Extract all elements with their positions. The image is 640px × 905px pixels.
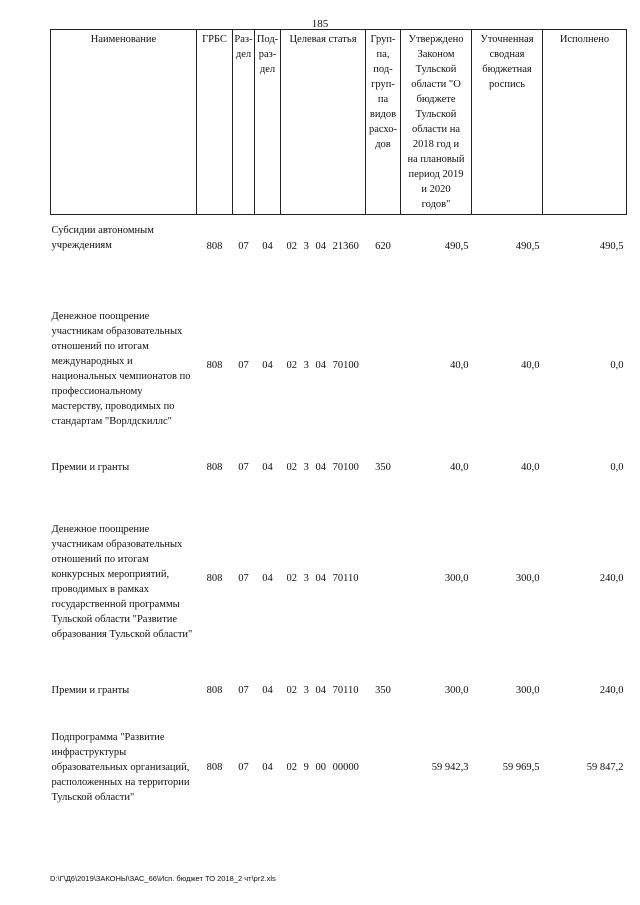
row-name: Денежное поощрение участникам образовательных отношений по итогам международных и национальных чемпионатов по профессиональному мастерству, проводимых по стандартам "Ворлдскиллс" [51,310,191,427]
row-refined: 490,5 [515,241,540,252]
header-refined-budget: Уточненная сводная бюджетная роспись [472,30,543,215]
row-refined: 40,0 [521,461,540,473]
header-name: Наименование [51,30,197,215]
row-executed: 490,5 [599,241,624,252]
page-number: 185 [311,18,329,30]
row-expense-group [366,488,401,669]
table-row [51,488,627,669]
row-section: 07 [238,761,249,773]
row-executed: 0,0 [610,461,624,473]
table-header-row [51,30,627,215]
row-target-article: 02 9 00 00000 [286,761,359,773]
header-target-article: Целевая статья [281,30,366,215]
header-section: Раз- дел [233,30,255,215]
row-grbs: 808 [206,573,223,584]
row-expense-group [366,285,401,446]
row-target-article: 02 3 04 70100 [286,461,359,473]
file-path-footer: D:\Г\Д6\2019\ЗАКОНЫ\ЗАС_66\Исп. бюджет ТО 2018_2 чт\pr2.xls [50,874,276,883]
row-grbs: 808 [206,360,223,371]
table-row [51,446,627,488]
row-subsection: 04 [262,241,273,252]
table-row [51,669,627,711]
table-row [51,285,627,446]
row-section: 07 [238,360,249,371]
row-grbs: 808 [206,461,223,473]
row-refined: 59 969,5 [502,761,540,773]
row-expense-group: 350 [375,461,391,473]
row-section: 07 [238,241,249,252]
budget-execution-table [50,29,627,823]
row-expense-group: 350 [375,684,391,696]
row-approved: 490,5 [444,241,469,252]
row-subsection: 04 [262,360,273,371]
row-section: 07 [238,573,249,584]
row-executed: 240,0 [599,573,624,584]
row-refined: 40,0 [521,360,540,371]
row-name: Премии и гранты [51,684,130,696]
row-subsection: 04 [262,684,273,696]
table-row [51,711,627,823]
header-executed: Исполнено [543,30,627,215]
row-subsection: 04 [262,761,273,773]
row-name: Денежное поощрение участникам образовательных отношений по итогам конкурсных мероприятий, проводимых в рамках государственной программы Тульской области "Развитие образования Тульской области" [51,523,193,640]
row-target-article: 02 3 04 70110 [286,573,359,584]
header-approved: Утверждено Законом Тульской области "О бюджете Тульской области на 2018 год и на плановый период 2019 и 2020 годов" [401,30,472,215]
row-grbs: 808 [206,684,223,696]
row-section: 07 [238,461,249,473]
header-grbs: ГРБС [197,30,233,215]
row-grbs: 808 [206,761,223,773]
row-executed: 0,0 [610,360,624,371]
row-name: Подпрограмма "Развитие инфраструктуры образовательных организаций, расположенных на территории Тульской области" [51,731,190,803]
row-expense-group [366,711,401,823]
row-approved: 300,0 [444,573,469,584]
row-target-article: 02 3 04 21360 [286,241,359,252]
row-refined: 300,0 [515,684,540,696]
row-name: Субсидии автономным учреждениям [51,225,154,251]
row-subsection: 04 [262,573,273,584]
row-section: 07 [238,684,249,696]
table-row [51,215,627,286]
row-approved: 59 942,3 [431,761,469,773]
row-target-article: 02 3 04 70110 [286,684,359,696]
row-executed: 240,0 [599,684,624,696]
row-grbs: 808 [206,241,223,252]
header-expense-group: Груп- па, под- груп- па видов расхо- дов [366,30,401,215]
row-expense-group: 620 [375,241,391,252]
row-refined: 300,0 [515,573,540,584]
header-subsection: Под- раз- дел [255,30,281,215]
row-approved: 40,0 [450,461,469,473]
row-name: Премии и гранты [51,461,130,473]
row-subsection: 04 [262,461,273,473]
row-approved: 40,0 [450,360,469,371]
row-approved: 300,0 [444,684,469,696]
row-executed: 59 847,2 [586,761,624,773]
row-target-article: 02 3 04 70100 [286,360,359,371]
